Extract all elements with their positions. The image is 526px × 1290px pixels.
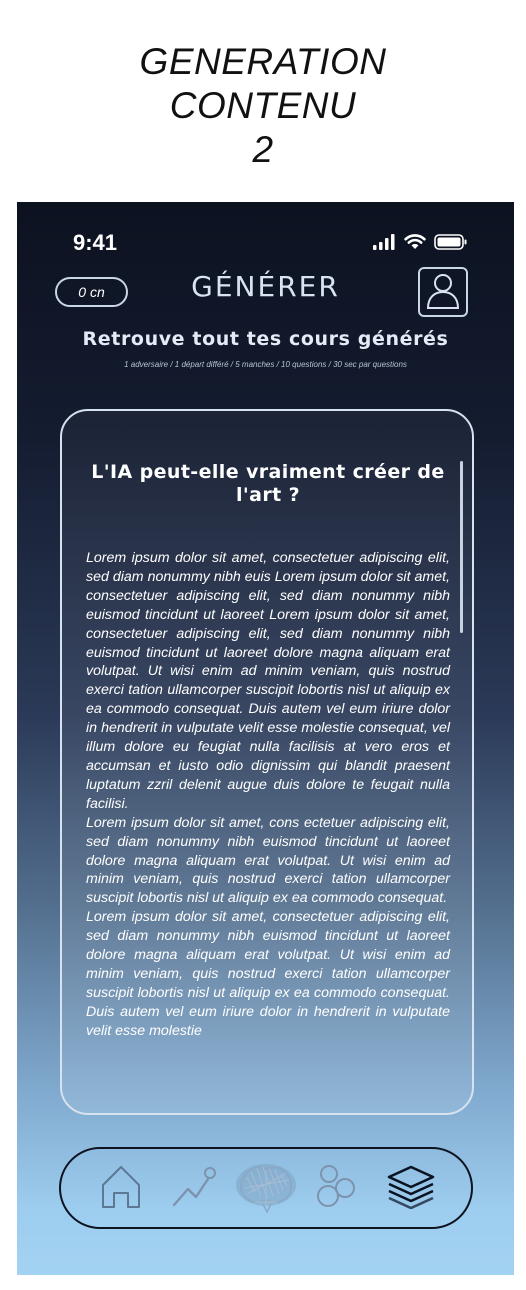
status-time: 9:41 xyxy=(73,230,118,255)
profile-button[interactable] xyxy=(418,267,468,317)
course-title: L'IA peut-elle vraiment créer de l'art ? xyxy=(91,461,445,506)
path-icon xyxy=(170,1165,218,1212)
bottom-nav xyxy=(59,1147,473,1229)
page-title-line-1: GENERATION xyxy=(139,41,387,82)
course-paragraph: Lorem ipsum dolor sit amet, consectetuer adipiscing elit, sed diam nonummy nibh euis Lorem ipsum dolor sit amet, consectetuer adipiscing elit, sed diam nonummy nibh euismod tincidunt ut laoreet Lorem ipsum dolor sit amet, consectetuer adipiscing elit, sed diam nonummy nibh euismod tincidunt ut laoreet dolore magna aliquam erat volutpat. Ut wisi enim ad minim veniam, quis nostrud exerci tation ullamcorper suscipit lobortis nisl ut aliquip ex ea commodo consequat. Duis autem vel eum iriure dolor in hendrerit in vulputate velit esse molestie consequat, vel illum dolore eu feugiat nulla facilisis at vero eros et accumsan et iusto odio dignissim qui blandit praesent luptatum zzril delenit augue duis dolore te feugait nulla facilisi. xyxy=(86,550,450,812)
scrollbar-thumb[interactable] xyxy=(460,461,463,633)
brain-icon xyxy=(233,1158,299,1219)
bubbles-icon xyxy=(314,1162,362,1215)
page-title-line-3: 2 xyxy=(252,129,274,170)
course-paragraph: Lorem ipsum dolor sit amet, cons ectetuer adipiscing elit, sed diam nonummy nibh euismod tincidunt ut laoreet dolore magna aliquam erat volutpat. Ut wisi enim ad minim veniam, quis nostrud exerci tation ullamcorper suscipit lobortis nisl ut aliquip ex ea commodo consequat. xyxy=(86,814,450,907)
user-icon xyxy=(425,271,461,314)
page-title xyxy=(0,40,526,172)
nav-courses[interactable] xyxy=(381,1158,441,1218)
layers-icon xyxy=(385,1163,437,1214)
home-icon xyxy=(99,1163,143,1214)
nav-home[interactable] xyxy=(91,1158,151,1218)
credits-badge[interactable]: 0 cn xyxy=(55,277,128,307)
phone-screen xyxy=(17,202,514,1275)
nav-path[interactable] xyxy=(164,1158,224,1218)
header-title: GÉNÉRER xyxy=(191,270,340,303)
nav-community[interactable] xyxy=(308,1158,368,1218)
wifi-icon xyxy=(404,234,426,255)
status-icons xyxy=(372,234,468,255)
game-rules: 1 adversaire / 1 départ différé / 5 manches / 10 questions / 30 sec par questions xyxy=(124,360,407,369)
course-body xyxy=(86,549,450,1041)
battery-icon xyxy=(434,234,468,255)
signal-icon xyxy=(372,234,396,255)
section-subtitle: Retrouve tout tes cours générés xyxy=(82,328,449,350)
course-paragraph: Lorem ipsum dolor sit amet, consectetuer adipiscing elit, sed diam nonummy nibh euismod tincidunt ut laoreet dolore magna aliquam erat volutpat. Ut wisi enim ad minim veniam, quis nostrud exerci tation ullamcorper suscipit lobortis nisl ut aliquip ex ea commodo consequat. Duis autem vel eum iriure dolor in hendrerit in vulputate velit esse molestie xyxy=(86,909,450,1039)
page-title-line-2: CONTENU xyxy=(169,85,357,126)
course-card xyxy=(60,409,474,1115)
nav-brain[interactable] xyxy=(236,1158,296,1218)
